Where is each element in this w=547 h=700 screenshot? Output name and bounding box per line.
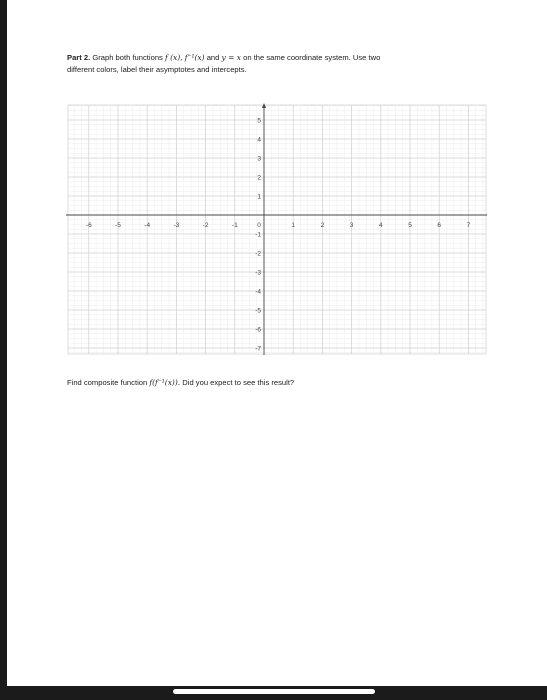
part2-label: Part 2.: [67, 53, 91, 62]
home-indicator[interactable]: [173, 689, 375, 694]
x-tick-label: -2: [202, 222, 209, 229]
x-tick-label: 6: [437, 222, 442, 229]
x-tick-label: 4: [378, 222, 383, 229]
x-tick-label: 5: [408, 222, 412, 229]
part2-text-before: Graph both functions: [92, 53, 163, 62]
part2-text-after: on the same coordinate system. Use two: [243, 53, 381, 62]
y-tick-label: 5: [257, 117, 261, 125]
x-tick-label: -5: [115, 222, 121, 229]
question-text-before: Find composite function: [67, 378, 148, 387]
y-tick-label: -7: [255, 345, 261, 353]
y-tick-label: 2: [257, 174, 261, 182]
y-tick-label: -6: [255, 326, 261, 334]
y-tick-label: -3: [255, 269, 261, 277]
x-tick-label: 0: [257, 222, 261, 229]
y-tick-label: 3: [257, 155, 261, 163]
x-tick-label: 1: [291, 222, 296, 229]
composite-question: [67, 377, 467, 389]
y-tick-label: -2: [255, 250, 261, 258]
function-f-inverse: f⁻¹(x): [184, 53, 205, 62]
function-f: f (x),: [164, 53, 183, 62]
x-tick-label: 3: [349, 222, 354, 229]
question-text-after: Did you expect to see this result?: [182, 378, 295, 387]
y-tick-label: -1: [255, 231, 261, 239]
line-y-equals-x: y = x: [221, 53, 242, 62]
part2-line2: different colors, label their asymptotes and intercepts.: [67, 65, 247, 74]
y-tick-label: 1: [257, 193, 261, 201]
x-tick-label: -6: [85, 222, 92, 229]
y-tick-label: -4: [255, 288, 261, 296]
x-tick-label: -3: [173, 222, 180, 229]
x-tick-label: -4: [144, 222, 151, 229]
y-tick-label: 4: [257, 136, 261, 144]
y-tick-label: -5: [255, 307, 261, 315]
x-tick-label: -1: [231, 222, 238, 229]
composite-expression: f(f⁻¹(x)).: [149, 378, 181, 387]
part2-and: and: [206, 53, 220, 62]
x-tick-label: 2: [320, 222, 325, 229]
x-tick-label: 7: [466, 222, 471, 229]
